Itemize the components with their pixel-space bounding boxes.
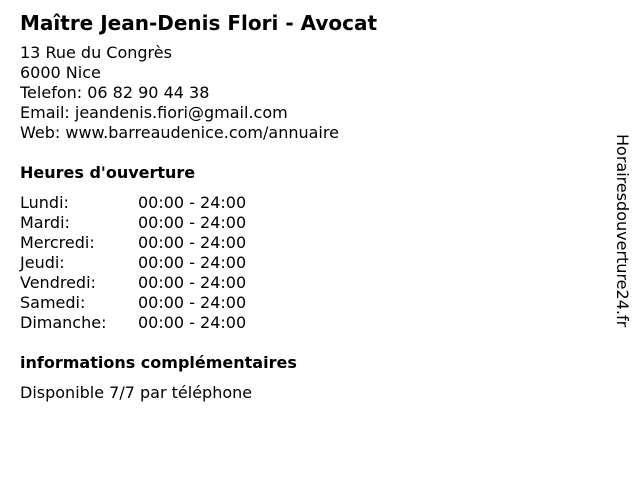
day-label: Mardi:: [20, 213, 70, 232]
time-value: 00:00 - 24:00: [138, 273, 247, 292]
time-value: 00:00 - 24:00: [138, 233, 247, 252]
info-heading: informations complémentaires: [20, 353, 297, 372]
hours-row-sunday: [20, 313, 580, 333]
hours-heading: Heures d'ouverture: [20, 163, 196, 182]
time-value: 00:00 - 24:00: [138, 213, 247, 232]
time-value: 00:00 - 24:00: [138, 193, 247, 212]
hours-row-wednesday: [20, 233, 580, 253]
address-city: 6000 Nice: [20, 63, 101, 82]
day-label: Samedi:: [20, 293, 86, 312]
hours-row-saturday: [20, 293, 580, 313]
time-value: 00:00 - 24:00: [138, 293, 247, 312]
phone-line: Telefon: 06 82 90 44 38: [20, 83, 210, 102]
hours-row-tuesday: [20, 213, 580, 233]
day-label: Lundi:: [20, 193, 69, 212]
day-label: Jeudi:: [20, 253, 65, 272]
hours-table: [20, 193, 580, 333]
time-value: 00:00 - 24:00: [138, 313, 247, 332]
day-label: Mercredi:: [20, 233, 95, 252]
email-line: Email: jeandenis.fiori@gmail.com: [20, 103, 288, 122]
hours-row-monday: [20, 193, 580, 213]
hours-row-thursday: [20, 253, 580, 273]
site-watermark: Horairesdouverture24.fr: [613, 134, 632, 328]
address-street: 13 Rue du Congrès: [20, 43, 172, 62]
info-text: Disponible 7/7 par téléphone: [20, 383, 253, 402]
time-value: 00:00 - 24:00: [138, 253, 247, 272]
business-card: [20, 10, 580, 403]
hours-row-friday: [20, 273, 580, 293]
day-label: Vendredi:: [20, 273, 96, 292]
day-label: Dimanche:: [20, 313, 107, 332]
web-line: Web: www.barreaudenice.com/annuaire: [20, 123, 339, 142]
business-title: Maître Jean-Denis Flori - Avocat: [20, 11, 378, 35]
